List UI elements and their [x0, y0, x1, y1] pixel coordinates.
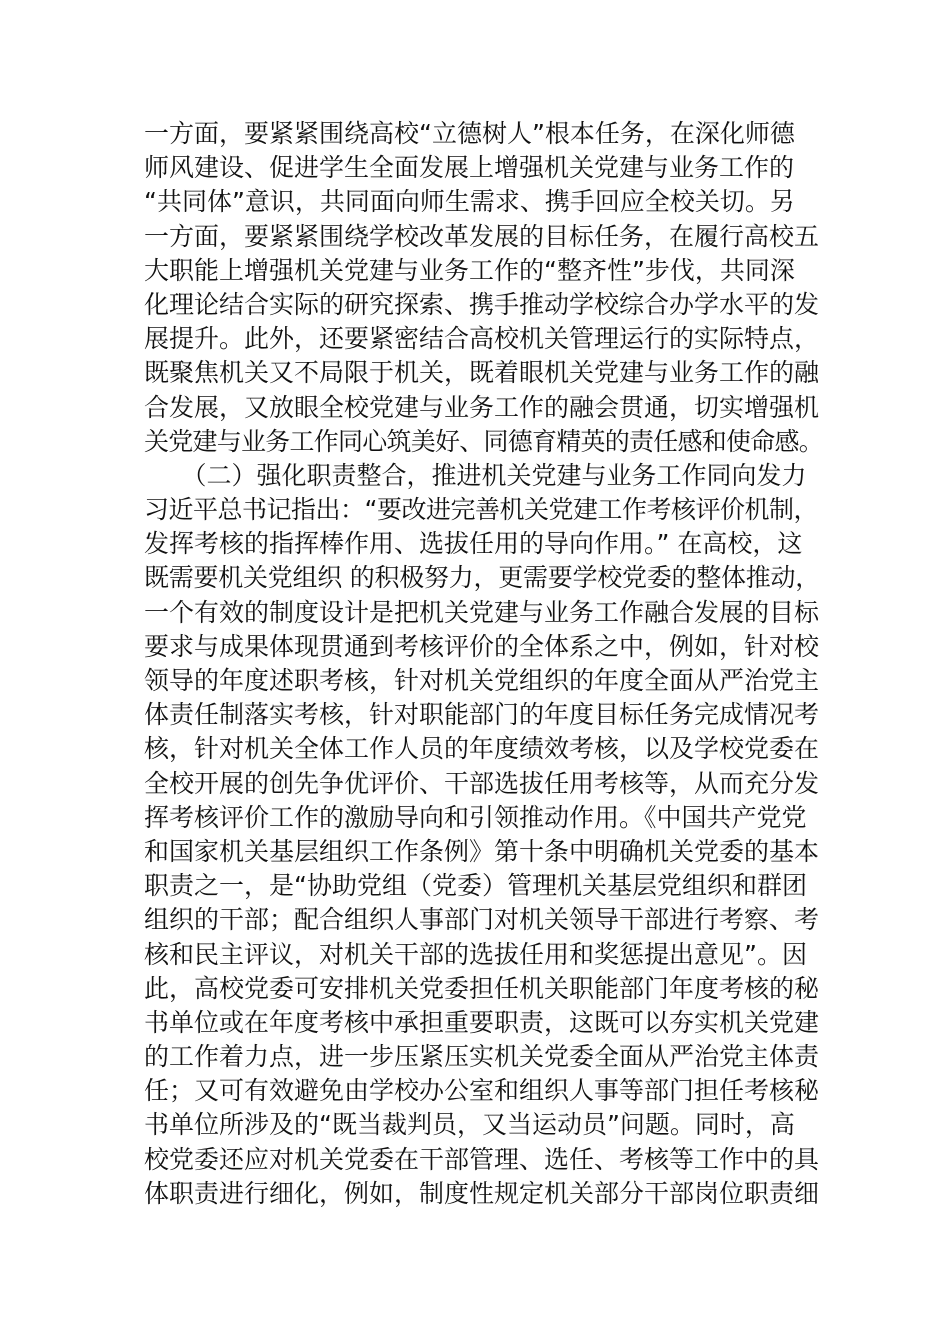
text-line: 核和民主评议，对机关干部的选拔任用和奖惩提出意见”。因	[144, 939, 807, 969]
text-line: 化理论结合实际的研究探索、携手推动学校综合办学水平的发	[144, 289, 820, 319]
text-line: 大职能上增强机关党建与业务工作的“整齐性”步伐，共同深	[144, 255, 795, 285]
text-line: 书单位所涉及的“既当裁判员，又当运动员”问题。同时，高	[144, 1110, 795, 1140]
body-text	[144, 117, 824, 1211]
text-line: 发挥考核的指挥棒作用、选拔任用的导向作用。” 在高校，这	[144, 529, 803, 559]
text-line: 书单位或在年度考核中承担重要职责，这既可以夯实机关党建	[144, 1007, 820, 1037]
text-line: 展提升。此外，还要紧密结合高校机关管理运行的实际特点，	[144, 324, 820, 354]
text-line: 体责任制落实考核，针对职能部门的年度目标任务完成情况考	[144, 700, 820, 730]
text-line: 挥考核评价工作的激励导向和引领推动作用。《中国共产党党	[144, 802, 807, 832]
text-line: 和国家机关基层组织工作条例》第十条中明确机关党委的基本	[144, 836, 820, 866]
text-line: 师风建设、促进学生全面发展上增强机关党建与业务工作的	[144, 153, 795, 183]
text-line: 校党委还应对机关党委在干部管理、选任、考核等工作中的具	[144, 1144, 820, 1174]
text-line: 一方面，要紧紧围绕高校“立德树人”根本任务，在深化师德	[144, 119, 795, 148]
text-line: 任；又可有效避免由学校办公室和组织人事等部门担任考核秘	[144, 1076, 820, 1106]
text-line: 领导的年度述职考核，针对机关党组织的年度全面从严治党主	[144, 666, 820, 695]
text-line: 一方面，要紧紧围绕学校改革发展的目标任务，在履行高校五	[144, 221, 820, 251]
text-line: 体职责进行细化，例如，制度性规定机关部分干部岗位职责细	[144, 1178, 820, 1208]
text-line: 既聚焦机关又不局限于机关，既着眼机关党建与业务工作的融	[144, 358, 820, 388]
text-line: 职责之一，是“协助党组（党委）管理机关基层党组织和群团	[144, 871, 807, 901]
text-line: 一个有效的制度设计是把机关党建与业务工作融合发展的目标	[144, 597, 820, 627]
text-line: 核，针对机关全体工作人员的年度绩效考核，以及学校党委在	[144, 734, 820, 764]
text-line: 习近平总书记指出：“要改进完善机关党建工作考核评价机制，	[144, 495, 818, 525]
section-heading: （二）强化职责整合，推进机关党建与业务工作同向发力	[144, 460, 807, 490]
text-line: 既需要机关党组织 的积极努力，更需要学校党委的整体推动，	[144, 563, 820, 593]
text-line: 全校开展的创先争优评价、干部选拔任用考核等，从而充分发	[144, 768, 820, 798]
text-line: 的工作着力点，进一步压紧压实机关党委全面从严治党主体责	[144, 1042, 820, 1072]
text-line: “共同体”意识，共同面向师生需求、携手回应全校关切。另	[144, 187, 795, 217]
text-line: 合发展，又放眼全校党建与业务工作的融会贯通，切实增强机	[144, 392, 820, 422]
text-line: 此，高校党委可安排机关党委担任机关职能部门年度考核的秘	[144, 973, 820, 1003]
text-line: 关党建与业务工作同心筑美好、同德育精英的责任感和使命感。	[144, 426, 824, 456]
text-line: 组织的干部；配合组织人事部门对机关领导干部进行考察、考	[144, 905, 820, 935]
text-line: 要求与成果体现贯通到考核评价的全体系之中，例如，针对校	[144, 631, 820, 661]
